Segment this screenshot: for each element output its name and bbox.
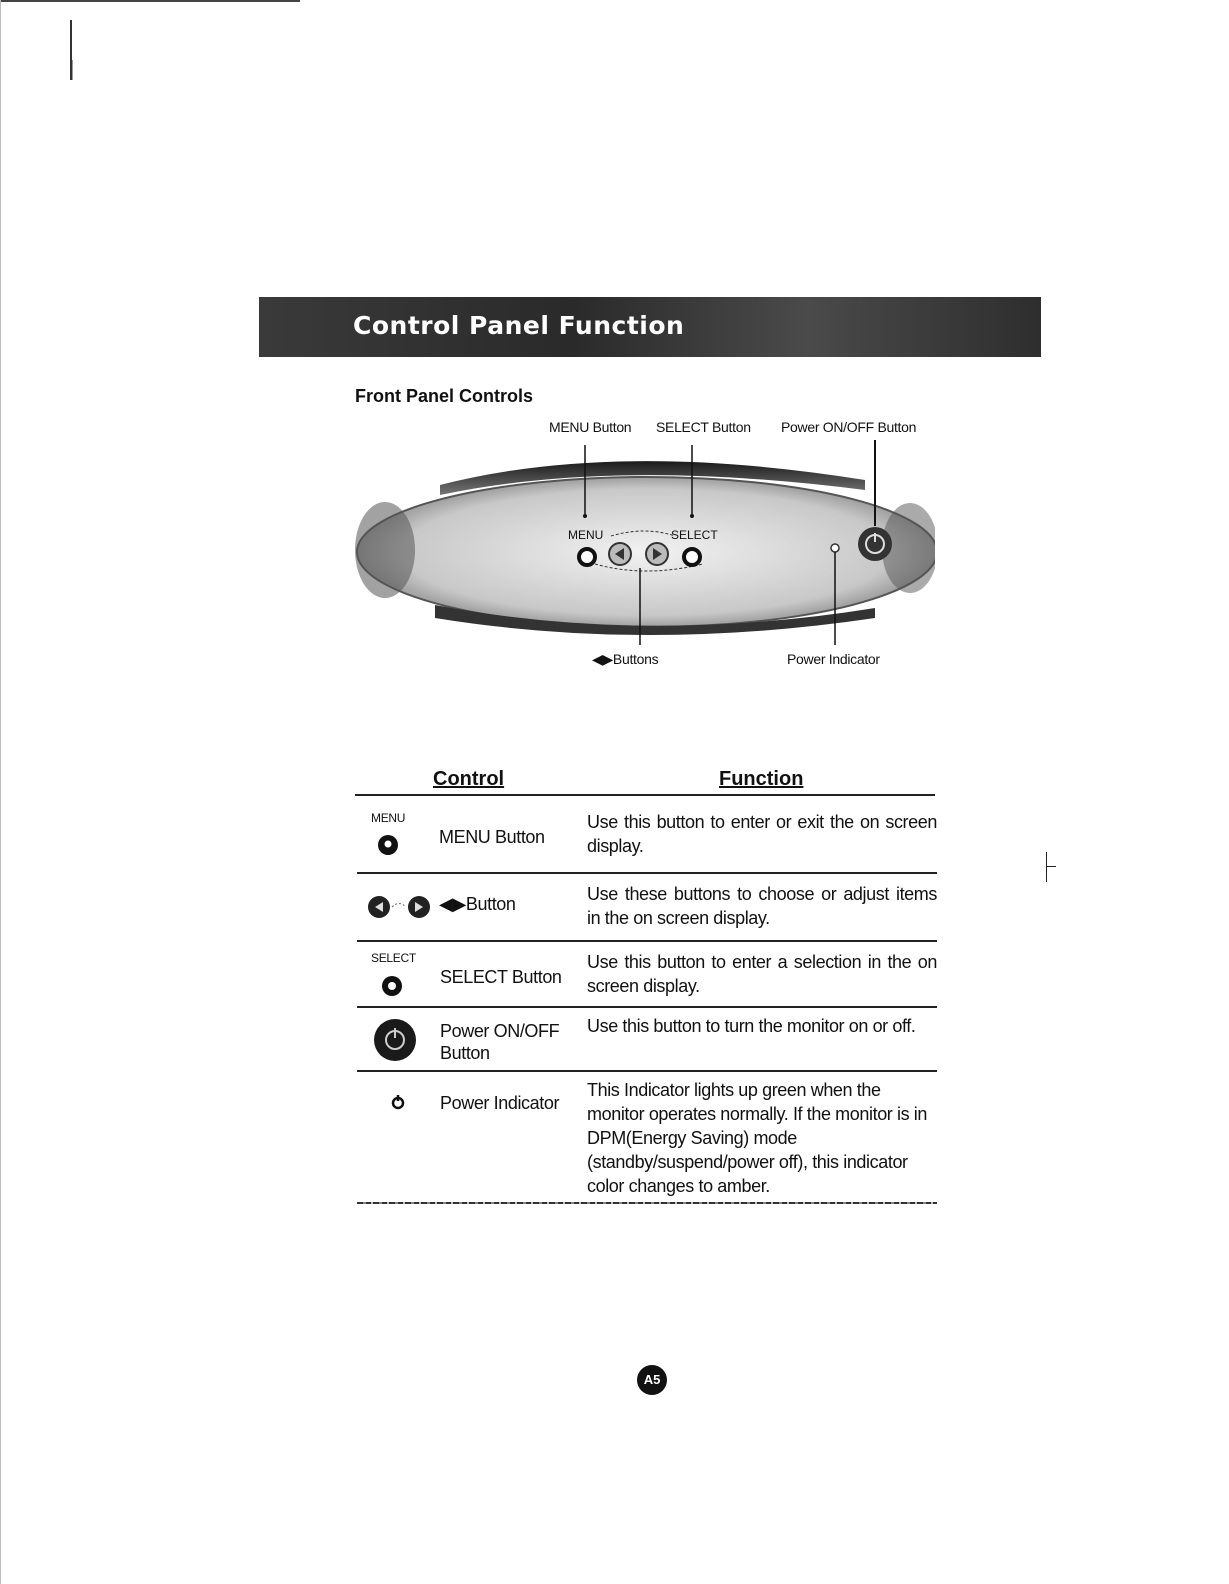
row-function-text: Use this button to turn the monitor on or off. (587, 1016, 916, 1036)
table-row (357, 1076, 937, 1200)
power-button-icon (373, 1018, 417, 1062)
row-function-text: Use this button to enter or exit the on screen display. (587, 812, 937, 856)
top-edge-rule (0, 0, 300, 2)
row-function-text: Use these buttons to choose or adjust items in the on screen display. (587, 884, 937, 928)
header-control: Control (433, 768, 505, 790)
table-row (357, 948, 937, 1006)
row-control-label: Power ON/OFF Button (440, 1021, 560, 1063)
crop-mark (1046, 852, 1047, 882)
table-row (357, 1012, 937, 1070)
power-indicator-icon (390, 1094, 406, 1110)
margin-mark (72, 60, 73, 80)
panel-power-button (858, 527, 892, 561)
row-caption: SELECT (371, 951, 416, 965)
row-control-label: Power Indicator (440, 1093, 560, 1113)
row-control-label: SELECT Button (440, 967, 562, 987)
row-divider (357, 940, 937, 942)
table-row (357, 808, 937, 872)
page-left-edge (0, 0, 1, 1584)
row-divider (357, 1070, 937, 1072)
page-number-badge: A5 (637, 1365, 667, 1395)
section-title: Front Panel Controls (355, 386, 534, 406)
panel-select-button (684, 549, 700, 565)
panel-menu-label: MENU (568, 528, 604, 542)
section-banner (259, 297, 1041, 357)
row-control-label: ◀▶Button (439, 894, 516, 914)
callout-power-indicator: Power Indicator (787, 651, 880, 667)
row-control-label: MENU Button (439, 827, 545, 847)
menu-button-icon (377, 834, 399, 856)
callout-power-button: Power ON/OFF Button (781, 419, 917, 435)
panel-power-indicator (831, 544, 839, 552)
callout-select-button: SELECT Button (656, 419, 751, 435)
table-row (357, 880, 937, 940)
row-function-text: Use this button to enter a selection in the on screen display. (587, 952, 937, 996)
row-divider (357, 872, 937, 874)
banner-title: Control Panel Function (353, 311, 685, 340)
crop-mark (1046, 866, 1056, 867)
front-panel-diagram (355, 440, 935, 650)
panel-menu-button (579, 549, 595, 565)
table-bottom-rule (357, 1202, 937, 1204)
row-caption: MENU (371, 811, 406, 825)
select-button-icon (381, 975, 403, 997)
table-header (355, 768, 935, 796)
arrow-buttons-icon (365, 892, 433, 922)
row-function-text: This Indicator lights up green when the monitor operates normally. If the monitor is in DPM(Energy Saving) mode (standby/suspend/power off), this indicator color changes to amber. (587, 1080, 928, 1196)
callout-menu-button: MENU Button (549, 419, 632, 435)
row-divider (357, 1006, 937, 1008)
left-shadow (355, 502, 415, 598)
header-rule (355, 794, 935, 796)
header-function: Function (719, 768, 804, 790)
callout-arrow-buttons: ◀▶Buttons (592, 651, 659, 667)
panel-select-label: SELECT (671, 528, 718, 542)
